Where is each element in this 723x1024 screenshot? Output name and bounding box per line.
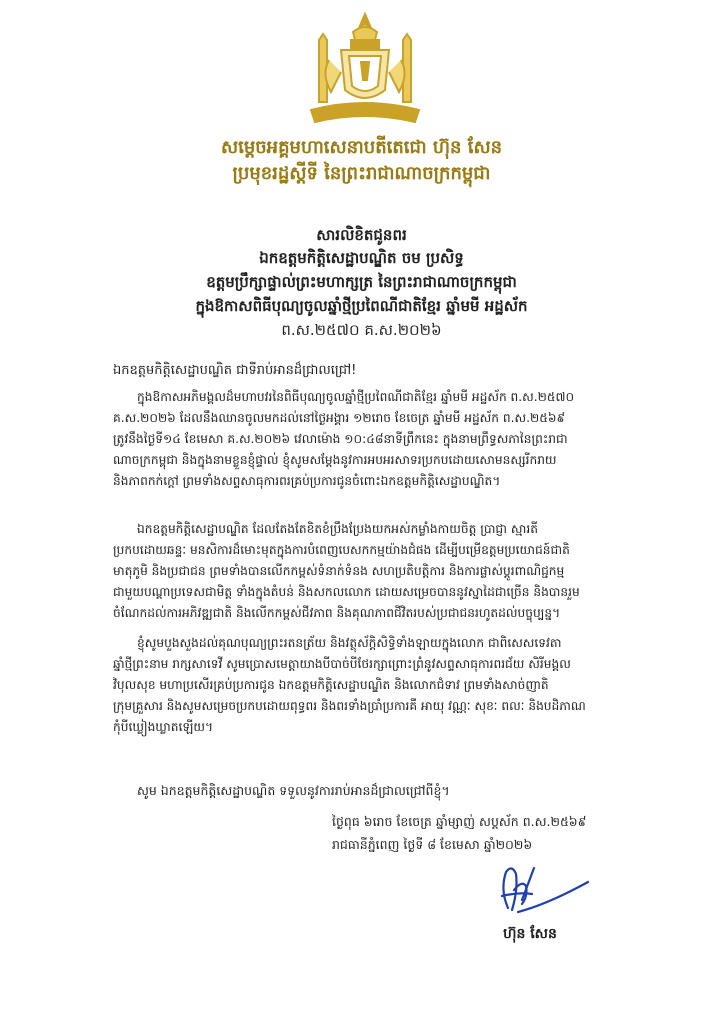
salutation: ឯកឧត្តមកិត្តិសេដ្ឋាបណ្ឌិត ជាទីរាប់អានដ៏ជ្រាលជ្រៅ!	[113, 363, 357, 378]
paragraph-line: ចំណែកដល់ការអភិវឌ្ឍជាតិ និងលើកកម្ពស់ជីវភាព និងគុណភាពជីវិតរបស់ប្រជាជនរហូតដល់បច្ចុប្បន្ន។	[113, 606, 561, 620]
paragraph-line: មាតុភូមិ និងប្រជាជន ព្រមទាំងបានលើកកម្ពស់ទំនាក់ទំនង សហប្រតិបត្តិការ និងការផ្លាស់ប្ដូរពាណិជ្ជកម្ម	[113, 564, 565, 578]
letter-title-line3: ឧត្តមប្រឹក្សាផ្ទាល់ព្រះមហាក្សត្រ នៃព្រះរាជាណាចក្រកម្ពុជា	[206, 273, 517, 291]
paragraph-line: ត្រូវនឹងថ្ងៃទី១៤ ខែមេសា គ.ស.២០២៦ វេលាម៉ោង ១០:៤៨នាទីព្រឹកនេះ ក្នុងនាមព្រឹទ្ធសភានៃព្រះរាជា	[113, 432, 568, 446]
paragraph-2	[113, 519, 613, 624]
paragraph-line: ឆ្នាំថ្មីព្រះនាម រាក្សសាទេវី សូមប្រោសមេត្តាយាងបីបាច់បីថែរក្សាព្រោះព្រំនូវសព្ទសាធុការពរជ័យ សិរីមង្គល	[113, 657, 571, 671]
paragraph-line: ក្នុងឱកាសអភិមង្គលដ៏មហាបវរនៃពិធីបុណ្យចូលឆ្នាំថ្មីប្រពៃណីជាតិខ្មែរ ឆ្នាំមមី អដ្ឋស័ក ព.ស.២៥៧០	[137, 390, 575, 404]
paragraph-line: ប្រកបដោយឆន្ទៈ មនសិការដ៏មោះមុតក្នុងការបំពេញបេសកកម្មយ៉ាងជំផង ដើម្បីបម្រើឧត្តមប្រយោជន៍ជាតិ	[113, 543, 570, 557]
solar-date-place: រាជធានីភ្នំពេញ ថ្ងៃទី ៨ ខែមេសា ឆ្នាំ២០២៦	[332, 837, 533, 852]
royal-coat-of-arms-emblem-icon	[301, 10, 429, 128]
paragraph-line: ខ្ញុំសូមបួងសួងដល់គុណបុណ្យព្រះរតនត្រ័យ និងវត្ថុស័ក្តិសិទ្ធិទាំងឡាយក្នុងលោក ជាពិសេសទេវតា	[137, 636, 562, 650]
letter-title-line1: សារលិខិតជូនពរ	[316, 226, 407, 244]
letter-title-line2: ឯកឧត្តមកិត្តិសេដ្ឋាបណ្ឌិត ចម ប្រសិទ្ធ	[259, 249, 464, 267]
paragraph-line: ជាមួយបណ្ដាប្រទេសជាមិត្ត ទាំងក្នុងតំបន់ និងសកលលោក ដោយសម្រេចបាននូវស្នាដៃជាច្រើន និងបានរួម	[113, 585, 580, 599]
paragraph-1	[113, 387, 613, 492]
signer-name: ហ៊ុន សែន	[503, 926, 557, 942]
lunar-date: ថ្ងៃពុធ ៦រោច ខែចេត្រ ឆ្នាំម្សាញ់ សប្តស័ក ព.ស.២៥៦៩	[332, 814, 587, 829]
office-title-line2: ប្រមុខរដ្ឋស្តីទី នៃព្រះរាជាណាចក្រកម្ពុជា	[232, 163, 491, 184]
paragraph-line: និងភាពកក់ក្ដៅ ព្រមទាំងសព្ទសាធុការពរគ្រប់ប្រការជូនចំពោះឯកឧត្តមកិត្តិសេដ្ឋាបណ្ឌិត។	[113, 474, 501, 488]
paragraph-line: ក្រុមគ្រួសារ និងសូមសម្រេចប្រកបដោយពុទ្ធពរ និងពរទាំងប្រាំប្រការគឺ អាយុ វណ្ណៈ សុខៈ ពលៈ និងបដិភាណ	[113, 699, 586, 713]
handwritten-signature-icon	[478, 860, 598, 920]
letter-title-line5: ព.ស.២៥៧០ គ.ស.២០២៦	[281, 321, 442, 339]
paragraph-line: ណាចក្រកម្ពុជា និងក្នុងនាមខ្លួនខ្ញុំផ្ទាល់ ខ្ញុំសូមសម្ដែងនូវការអបអរសាទរប្រកបដោយសោមនស្សរីករាយ	[113, 453, 557, 467]
paragraph-line: ឯកឧត្តមកិត្តិសេដ្ឋាបណ្ឌិត ដែលតែងតែខិតខំប្រឹងប្រែងយកអស់កម្លាំងកាយចិត្ត ប្រាជ្ញា ស្មារតី	[137, 522, 538, 536]
paragraph-3	[113, 633, 613, 738]
office-title-line1: សម្ដេចអគ្គមហាសេនាបតីតេជោ ហ៊ុន សែន	[220, 137, 503, 158]
closing-line: សូម ឯកឧត្តមកិត្តិសេដ្ឋាបណ្ឌិត ទទួលនូវការរាប់អានដ៏ជ្រាលជ្រៅពីខ្ញុំ។	[137, 783, 450, 798]
letter-title-line4: ក្នុងឱកាសពិធីបុណ្យចូលឆ្នាំថ្មីប្រពៃណីជាតិខ្មែរ ឆ្នាំមមី អដ្ឋស័ក	[195, 297, 528, 315]
paragraph-line: វិបុលសុខ មហាប្រសើរគ្រប់ប្រការជូន ឯកឧត្តមកិត្តិសេដ្ឋាបណ្ឌិត និងលោកជំទាវ ព្រមទាំងសាច់ញាតិ	[113, 678, 549, 692]
paragraph-line: គ.ស.២០២៦ ដែលនឹងឈានចូលមកដល់នៅថ្ងៃអង្គារ ១២រោច ខែចេត្រ ឆ្នាំមមី អដ្ឋស័ក ព.ស.២៥៦៩	[113, 411, 566, 425]
paragraph-line: កុំបីឃ្លៀងឃ្លាតឡើយ។	[113, 720, 214, 734]
